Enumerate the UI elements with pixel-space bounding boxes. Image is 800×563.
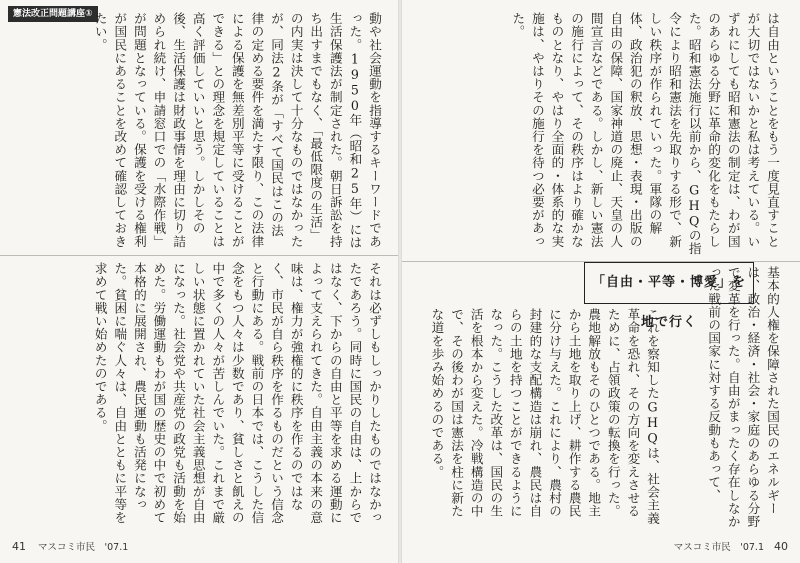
left-upper-text: 動や社会運動を指導するキーワードであった。1950年（昭和25年）には生活保護法が制定された。朝日訴訟を持ち出すまでもなく、「最低限度の生活」の内実は決して十分なものではなかったが、同法2条が「すべて国民はこの法律の定める要件を満たす限り、この法律による保護を無差別平等に受けることができる」との理念を規定していることは高く評価していいと思う。しかしその後、生活保護は財政事情を理由に切り詰められ続け、申請窓口での「水際作戦」が問題となっている。保護を受ける権利が国民にあることを改めて確認しておきたい。 <box>92 12 382 250</box>
left-divider <box>0 255 398 256</box>
right-running-head: マスコミ市民 '07.1 <box>673 542 764 553</box>
right-upper-text: は自由ということをもう一度見直すことが大切ではないかと私は考えている。いずれにしても昭和憲法の制定は、わが国のあらゆる分野に革命的変化をもたらした。昭和憲法施行以前から、GHQの指令により昭和憲法を先取りする形で、新しい秩序が作られていった。軍隊の解体、政治犯の釈放、思想・表現・出版の自由の保障、国家神道の廃止、天皇の人間宣言などである。しかし、新しい憲法の施行によって、その秩序はより確かなものとなり、やはり全面的・体系的な実施は、やはりその施行を待つ必要があった。 <box>510 12 780 255</box>
left-lower-text: それは必ずしもしっかりしたものではなかったであろう。同時に国民の自由は、上からではなく、下からの自由と平等を求める運動によって支えられてきた。自由主義の本来の意味は、権力が強権的に秩序を作るのではなく、市民が自ら秩序を作るものだという信念と行動にある。戦前の日本では、こうした信念をもつ人々は少数であり、貧しさと飢えの中で多くの人々が苦しんでいた。これまで厳しい状態に置かれていた社会主義思想が自由になった。社会党や共産党の政党も活動を始めた。労働運動もわが国の歴史の中で初めて本格的に展開され、農民運動も活発になった。貧困に喘ぐ人々は、自由とともに平等を求めて戦い始めたのである。 <box>92 262 382 524</box>
left-running-head: マスコミ市民 '07.1 <box>38 542 129 553</box>
right-page-number: 40 <box>774 540 788 553</box>
series-badge: 憲法改正問題講座① <box>8 6 98 22</box>
right-lower-text-b: これを察知したGHQは、社会主義革命を恐れ、その方向を変えさせるために、占領政策の転換を行った。農地解放もそのひとつである。地主から土地を取り上げ、耕作する農民に分け与えた。これにより、農村の封建的な支配構造は崩れ、農民は自らの土地を持つことができるようになった。こうした改革は、国民の生活を根本から変えた。冷戦構造の中で、その後わが国は憲法を柱に新たな道を歩み始めるのである。 <box>429 308 660 525</box>
left-page <box>0 0 398 563</box>
section-heading: 「自由・平等・博愛」を地で行く <box>591 275 746 330</box>
right-lower-text-a: 基本的人権を保障された国民のエネルギーは、政治・経済・社会・家庭のあらゆる分野で変革を行った。自由がまったく存在しなかった戦前の国家に対する反動もあって、 <box>706 266 780 528</box>
left-page-number: 41 <box>12 540 26 553</box>
right-page <box>402 0 800 563</box>
